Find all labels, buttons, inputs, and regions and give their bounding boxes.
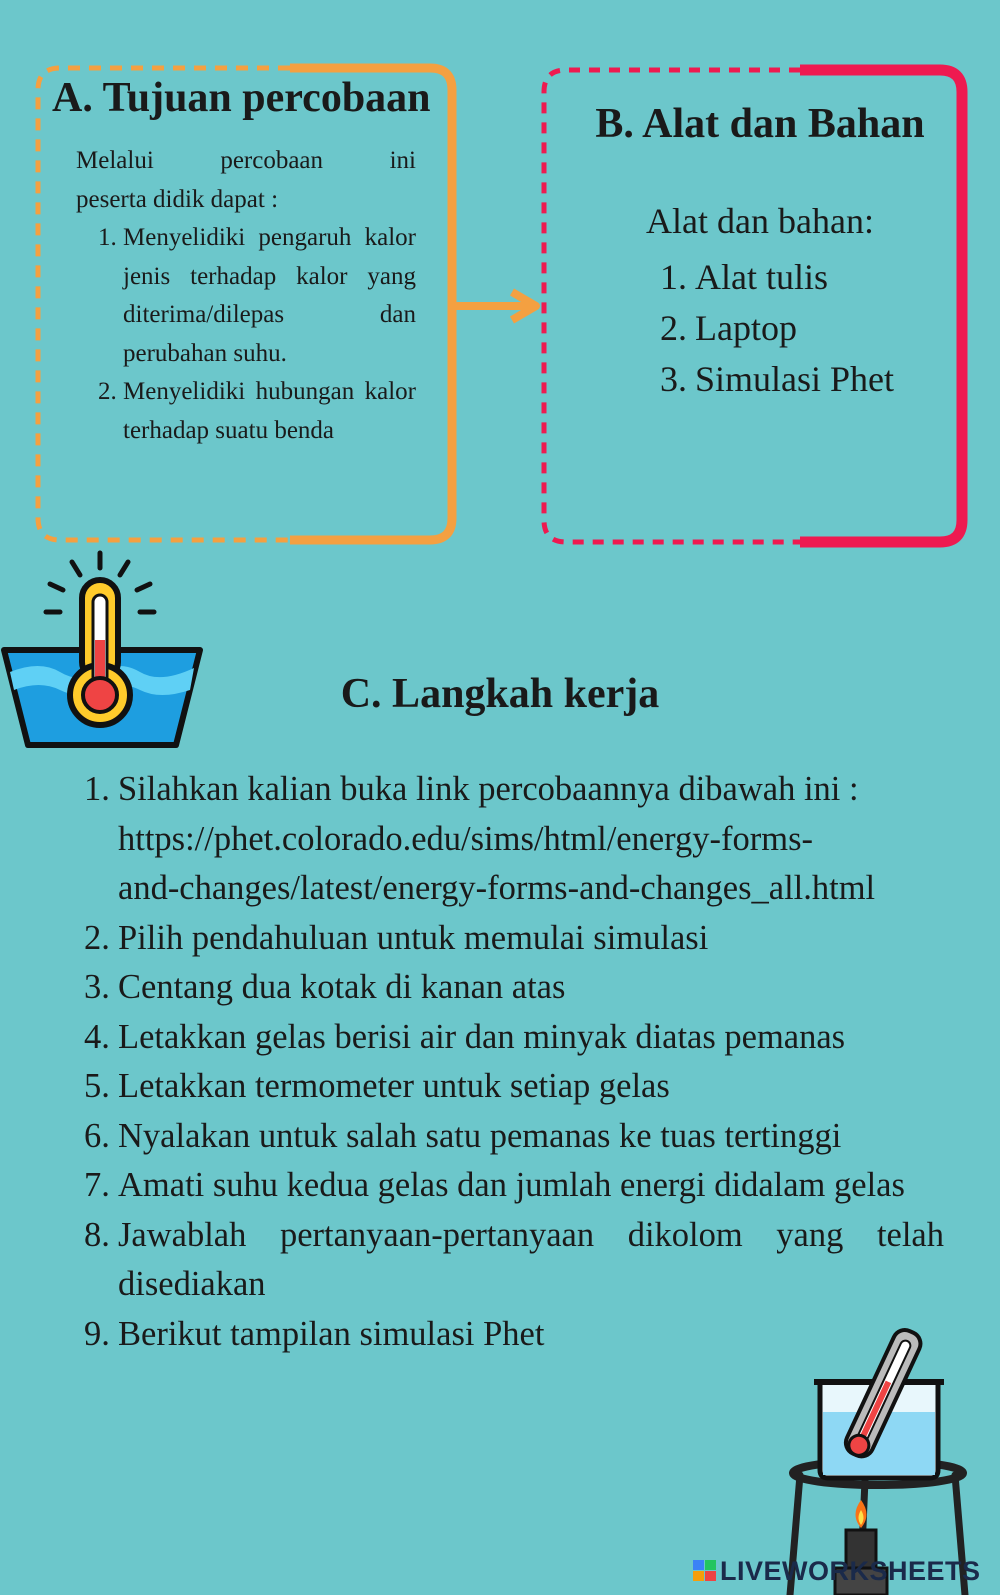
list-item-number: 2. <box>660 308 687 348</box>
list-item-number: 5. <box>84 1067 110 1105</box>
list-item-text: Menyelidiki pengaruh kalor jenis terhadap kalor yang diterima/dilepas dan perubahan suhu. <box>123 224 416 367</box>
list-item <box>76 219 416 373</box>
liveworksheets-mark-icon <box>693 1560 717 1582</box>
section-b-list <box>660 252 894 405</box>
list-item-number: 3. <box>84 968 110 1006</box>
list-item-number: 1. <box>98 224 117 251</box>
list-item-number: 1. <box>84 770 110 808</box>
list-item-text: Jawablah pertanyaan-pertanyaan dikolom yang telah disediakan <box>118 1215 944 1303</box>
list-item-text: Menyelidiki hubungan kalor terhadap suatu benda <box>123 378 416 444</box>
list-item <box>84 765 944 914</box>
arrow-right-icon <box>452 292 536 320</box>
list-item <box>660 303 894 354</box>
section-b-title: B. Alat dan Bahan <box>595 101 925 147</box>
section-b-subtitle: Alat dan bahan: <box>646 201 874 241</box>
list-item <box>84 1310 944 1360</box>
list-item-number: 2. <box>84 918 110 957</box>
liveworksheets-logo[interactable] <box>693 1556 981 1587</box>
simulation-link-part2[interactable]: and-changes/latest/energy-forms-and-changes_all.html <box>118 869 876 907</box>
list-item-text: Amati suhu kedua gelas dan jumlah energi didalam gelas <box>118 1166 905 1204</box>
list-item <box>84 1112 944 1162</box>
step-1-text: Silahkan kalian buka link percobaannya dibawah ini : <box>118 770 859 808</box>
section-a-title: A. Tujuan percobaan <box>52 75 431 121</box>
list-item-text: Laptop <box>695 308 797 348</box>
list-item-text: Letakkan termometer untuk setiap gelas <box>118 1067 670 1105</box>
list-item-number: 3. <box>660 359 687 399</box>
list-item-number: 9. <box>84 1314 110 1353</box>
section-a-list <box>76 219 416 450</box>
list-item <box>76 373 416 450</box>
list-item-number: 1. <box>660 257 687 297</box>
thermometer-in-water-bowl-icon <box>4 553 200 745</box>
list-item-number: 6. <box>84 1116 110 1155</box>
list-item-text: Letakkan gelas berisi air dan minyak diatas pemanas <box>118 1017 846 1056</box>
list-item-text: Pilih pendahuluan untuk memulai simulasi <box>118 918 709 957</box>
list-item <box>660 354 894 405</box>
list-item-text: Centang dua kotak di kanan atas <box>118 968 566 1006</box>
section-a-intro-line1: Melalui percobaan ini <box>76 147 416 174</box>
list-item <box>84 914 944 964</box>
list-item-text: Simulasi Phet <box>695 359 895 399</box>
section-c-list <box>84 765 944 1359</box>
list-item-number: 2. <box>98 378 117 405</box>
list-item <box>84 1062 944 1112</box>
section-a-intro-line2: peserta didik dapat : <box>76 185 279 213</box>
thermometer-in-beaker-on-burner-icon <box>790 1326 965 1595</box>
list-item-number: 8. <box>84 1215 110 1254</box>
list-item <box>84 1013 944 1063</box>
list-item <box>660 252 894 303</box>
simulation-link-part1[interactable]: https://phet.colorado.edu/sims/html/energy-forms- <box>118 819 814 858</box>
section-c-title: C. Langkah kerja <box>340 671 660 717</box>
list-item-number: 4. <box>84 1017 110 1056</box>
section-a-body <box>76 142 416 450</box>
list-item-text <box>118 765 944 914</box>
list-item-text: Nyalakan untuk salah satu pemanas ke tuas tertinggi <box>118 1116 842 1155</box>
list-item-text: Berikut tampilan simulasi Phet <box>118 1314 545 1353</box>
list-item <box>84 1211 944 1310</box>
list-item <box>84 963 944 1013</box>
list-item <box>84 1161 944 1211</box>
list-item-number: 7. <box>84 1166 110 1204</box>
list-item-text: Alat tulis <box>695 257 828 297</box>
brand-text: LIVEWORKSHEETS <box>720 1556 981 1586</box>
